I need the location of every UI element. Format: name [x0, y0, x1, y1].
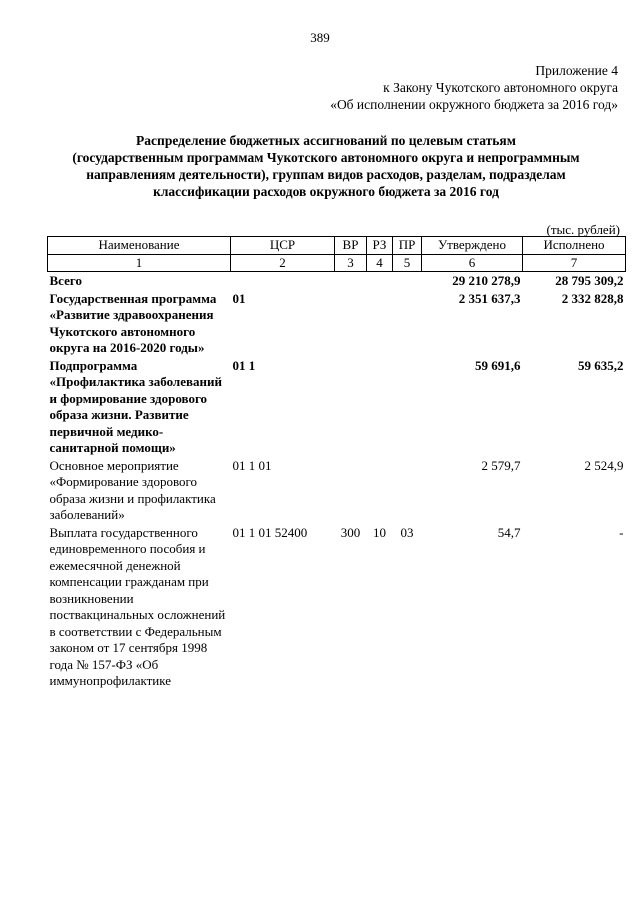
header-name: Наименование: [48, 237, 231, 255]
row-rz: 10: [373, 524, 386, 540]
header-executed: Исполнено: [523, 237, 626, 255]
title-line-3: направлениям деятельности), группам видов расходов, разделам, подразделам: [86, 167, 566, 182]
row-pr: [393, 457, 422, 524]
row-approved: 54,7: [497, 524, 521, 540]
row-executed: -: [619, 524, 624, 540]
row-executed: 2 524,9: [584, 457, 624, 473]
row-csr: 01: [232, 290, 246, 306]
row-approved: 59 691,6: [475, 357, 521, 373]
row-rz: [367, 457, 393, 524]
appendix-line-1: Приложение 4: [535, 63, 618, 78]
title-line-4: классификации расходов окружного бюджета за 2016 год: [153, 184, 499, 199]
row-csr: 01 1 01 52400: [232, 524, 308, 540]
row-name: Государственная программа «Развитие здравоохранения Чукотского автономного округа на 2016-2020 годы»: [49, 290, 217, 355]
row-approved: 29 210 278,9: [452, 273, 521, 288]
col-number-3: 3: [335, 254, 367, 272]
table-row-subprogram: [48, 357, 626, 457]
col-number-1: 1: [48, 254, 231, 272]
row-rz: [367, 290, 393, 357]
table-row-program: [48, 290, 626, 357]
row-executed: 28 795 309,2: [555, 273, 624, 288]
row-pr: [393, 290, 422, 357]
col-number-7: 7: [523, 254, 626, 272]
row-executed: 2 332 828,8: [561, 290, 624, 306]
table-row-expense: [48, 524, 626, 690]
row-executed: 59 635,2: [578, 357, 624, 373]
col-number-2: 2: [231, 254, 335, 272]
row-pr: [393, 272, 422, 290]
row-csr: 01 1 01: [232, 457, 272, 473]
page-number: 389: [310, 30, 330, 45]
row-csr: 01 1: [232, 357, 256, 373]
appendix-header: [330, 62, 618, 113]
row-rz: [367, 357, 393, 457]
row-name: Основное мероприятие «Формирование здорового образа жизни и профилактика заболеваний»: [49, 457, 216, 522]
row-vr: [335, 272, 367, 290]
header-pr: ПР: [393, 237, 422, 255]
row-approved: 2 579,7: [481, 457, 521, 473]
header-csr: ЦСР: [231, 237, 335, 255]
title-line-1: Распределение бюджетных ассигнований по целевым статьям: [136, 133, 516, 148]
row-vr: [335, 457, 367, 524]
row-name: Подпрограмма «Профилактика заболеваний и формирование здорового образа жизни. Развитие первичной медико-санитарной помощи»: [49, 357, 222, 455]
header-rz: РЗ: [367, 237, 393, 255]
col-number-4: 4: [367, 254, 393, 272]
document-title: [28, 132, 624, 200]
appendix-line-2: к Закону Чукотского автономного округа: [383, 80, 618, 95]
units-label: (тыс. рублей): [546, 222, 620, 237]
row-vr: 300: [340, 524, 361, 540]
row-name: Всего: [49, 273, 82, 288]
table-row-total: [48, 272, 626, 290]
row-pr: [393, 357, 422, 457]
row-name: Выплата государственного единовременного пособия и ежемесячной денежной компенсации гражданам при возникновении поствакцинальных осложнений в соответствии с Федеральным законом от 17 сентября 1998 года № 157-ФЗ «Об иммунопрофилактике: [49, 524, 226, 688]
row-rz: [367, 272, 393, 290]
table-row-main-activity: [48, 457, 626, 524]
row-vr: [335, 357, 367, 457]
row-csr: [231, 272, 335, 290]
col-number-6: 6: [422, 254, 523, 272]
header-approved: Утверждено: [422, 237, 523, 255]
row-vr: [335, 290, 367, 357]
title-line-2: (государственным программам Чукотского автономного округа и непрограммным: [72, 150, 580, 165]
header-vr: ВР: [335, 237, 367, 255]
column-number-row: [48, 254, 626, 272]
row-approved: 2 351 637,3: [458, 290, 521, 306]
row-pr: 03: [400, 524, 414, 540]
table-header-row: [48, 237, 626, 255]
appendix-line-3: «Об исполнении окружного бюджета за 2016 год»: [330, 97, 618, 112]
col-number-5: 5: [393, 254, 422, 272]
budget-table: [47, 236, 626, 690]
